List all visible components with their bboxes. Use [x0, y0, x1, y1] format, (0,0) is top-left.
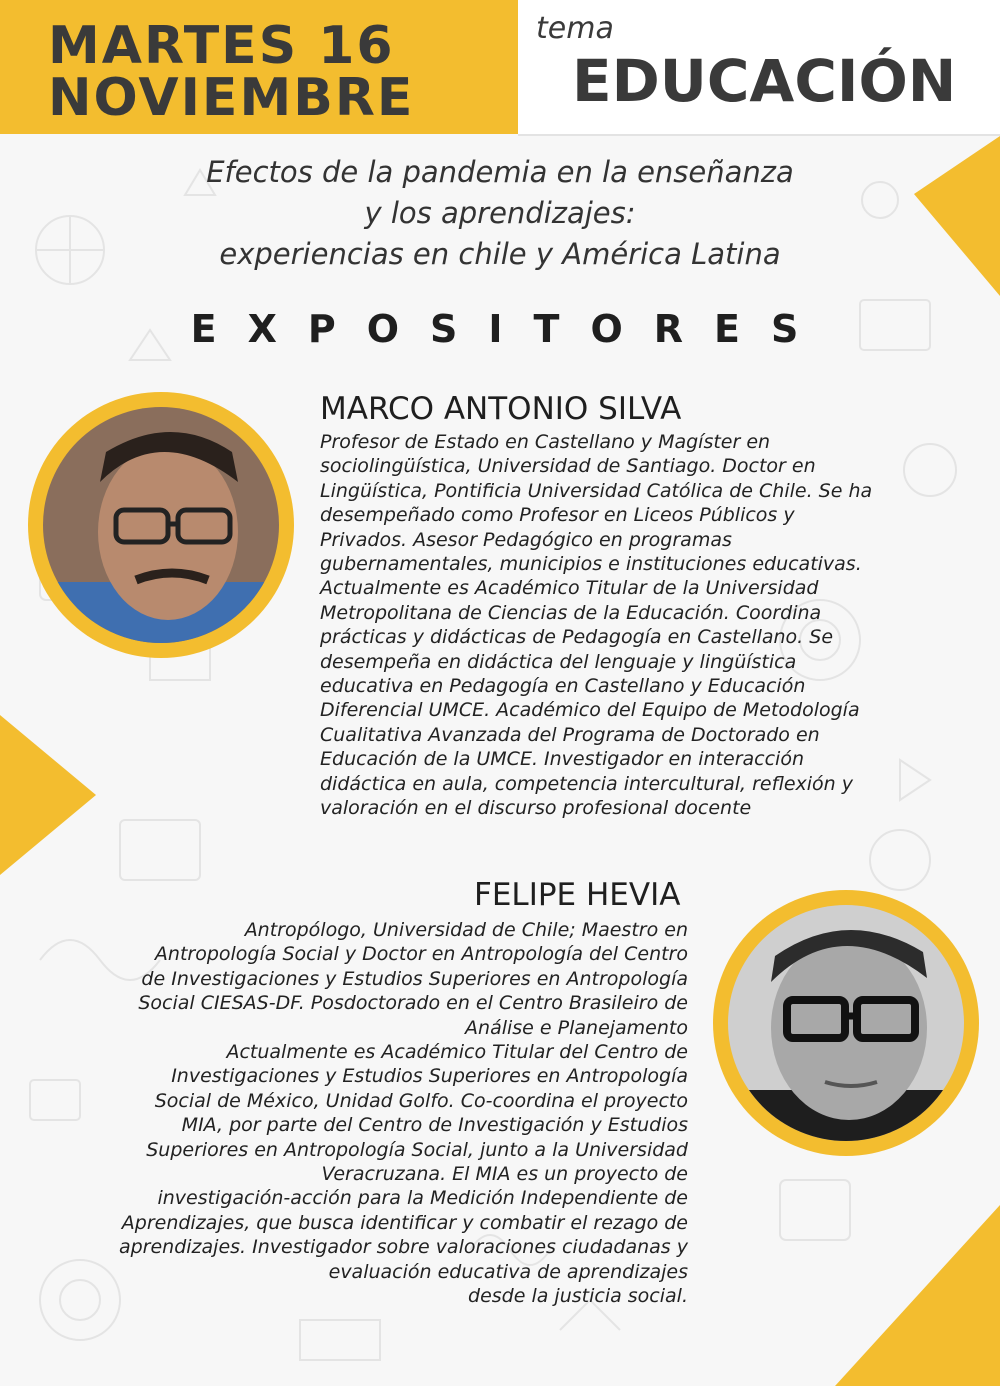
bio-line: Superiores en Antropología Social, junto a la Universidad: [146, 1138, 688, 1161]
speaker-bio: [320, 430, 872, 821]
bio-line: Social CIESAS-DF. Posdoctorado en el Centro Brasileiro de: [138, 992, 688, 1015]
avatar-placeholder: [28, 392, 294, 658]
bio-line: Profesor de Estado en Castellano y Magíster en: [320, 431, 771, 453]
bio-line: Lingüística, Pontificia Universidad Católica de Chile. Se ha: [320, 479, 873, 502]
bio-line: prácticas y didácticas de Pedagogía en Castellano. Se: [320, 626, 834, 649]
bio-line: evaluación educativa de aprendizajes: [328, 1260, 688, 1283]
bio-line: aprendizajes. Investigador sobre valoraciones ciudadanas y: [118, 1236, 688, 1259]
bio-line: MIA, por parte del Centro de Investigación y Estudios: [181, 1114, 688, 1137]
triangle-decoration-left: [0, 715, 96, 875]
triangle-decoration-bottom-right: [835, 1205, 1000, 1386]
talk-title-line-2: y los aprendizajes:: [364, 196, 636, 230]
bio-line: Diferencial UMCE. Académico del Equipo de Metodología: [320, 699, 860, 722]
bio-line: Actualmente es Académico Titular de la Universidad: [320, 577, 819, 600]
speaker-name: MARCO ANTONIO SILVA: [320, 391, 682, 427]
avatar-placeholder: [713, 890, 979, 1156]
speaker-photo: [713, 890, 979, 1156]
bio-line: Antropología Social y Doctor en Antropología del Centro: [154, 943, 688, 966]
bio-line: desempeña en didáctica del lenguaje y lingüística: [320, 650, 797, 673]
bio-line: Veracruzana. El MIA es un proyecto de: [321, 1163, 688, 1186]
theme-title: EDUCACIÓN: [572, 47, 957, 115]
bio-line: Educación de la UMCE. Investigador en interacción: [320, 748, 804, 771]
bio-line: Aprendizajes, que busca identificar y combatir el rezago de: [121, 1211, 688, 1234]
bio-line: gubernamentales, municipios e instituciones educativas.: [320, 553, 862, 576]
bio-line: Cualitativa Avanzada del Programa de Doctorado en: [320, 723, 820, 746]
speaker-photo: [28, 392, 294, 658]
bio-line: Actualmente es Académico Titular del Centro de: [226, 1041, 688, 1064]
bio-line: Investigaciones y Estudios Superiores en Antropología: [171, 1065, 688, 1088]
date-month: NOVIEMBRE: [48, 68, 415, 128]
talk-title-line-3: experiencias en chile y América Latina: [219, 237, 781, 271]
bio-line: valoración en el discurso profesional docente: [320, 797, 752, 820]
bio-line: sociolingüística, Universidad de Santiago. Doctor en: [320, 455, 816, 478]
bio-line: Privados. Asesor Pedagógico en programas: [320, 528, 732, 551]
bio-line: Metropolitana de Ciencias de la Educación. Coordina: [320, 601, 822, 624]
bio-line: Social de México, Unidad Golfo. Co-coordina el proyecto: [154, 1089, 688, 1112]
date-day: MARTES 16: [48, 16, 395, 76]
section-heading: EXPOSITORES: [190, 307, 830, 351]
bio-line: Análise e Planejamento: [465, 1016, 688, 1039]
bio-line: investigación-acción para la Medición Independiente de: [157, 1187, 688, 1210]
bio-line: didáctica en aula, competencia intercultural, reflexión y: [320, 772, 854, 795]
speaker-name: FELIPE HEVIA: [474, 877, 681, 913]
speaker-bio: [20, 918, 688, 1309]
bio-line: Antropólogo, Universidad de Chile; Maestro en: [244, 919, 688, 941]
bio-line: de Investigaciones y Estudios Superiores en Antropología: [141, 967, 688, 990]
bio-line: educativa en Pedagogía en Castellano y Educación: [320, 675, 806, 698]
theme-label: tema: [536, 11, 614, 46]
bio-line: desde la justicia social.: [468, 1285, 688, 1308]
talk-title-line-1: Efectos de la pandemia en la enseñanza: [206, 155, 794, 189]
bio-line: desempeñado como Profesor en Liceos Públicos y: [320, 504, 795, 527]
